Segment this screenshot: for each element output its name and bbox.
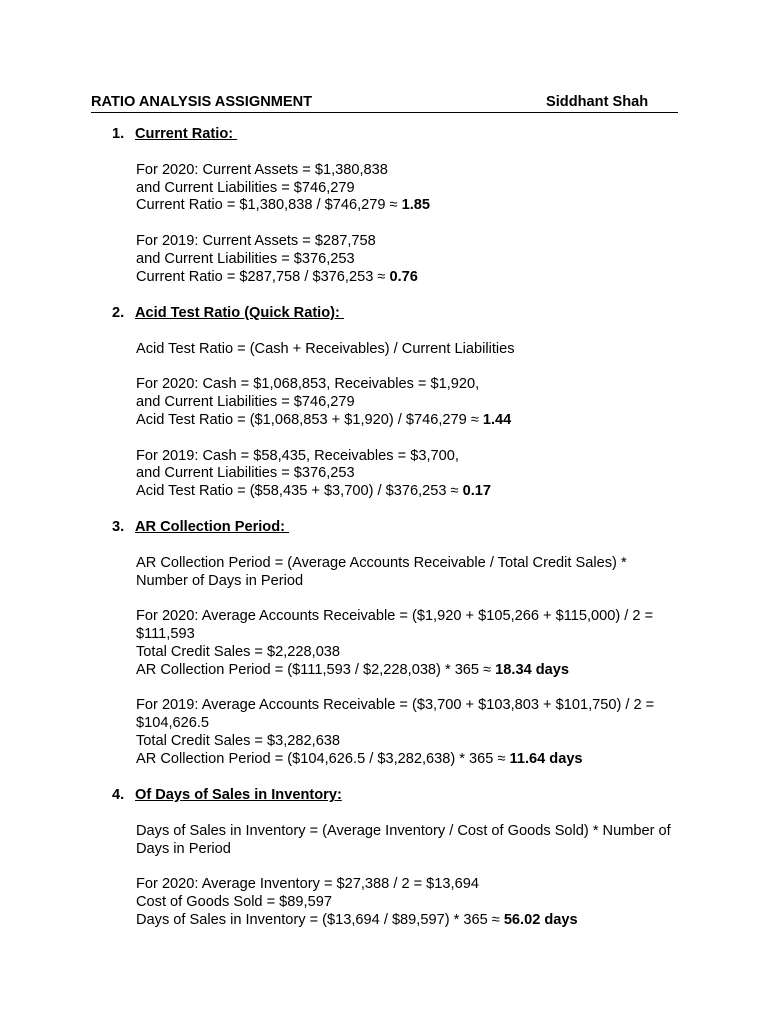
calculation-block <box>136 233 678 286</box>
calc-line: and Current Liabilities = $746,279 <box>136 179 355 196</box>
calc-expression: Current Ratio = $287,758 / $376,253 ≈ <box>136 268 390 285</box>
calc-line: For 2019: Cash = $58,435, Receivables = $3,700, <box>136 447 459 464</box>
section-title: Current Ratio: <box>135 126 238 142</box>
formula <box>136 341 678 359</box>
calculation-block <box>136 448 678 501</box>
calc-result: 18.34 days <box>495 661 570 678</box>
section-heading <box>91 305 678 323</box>
section-acid-test-ratio <box>91 305 678 501</box>
calc-result-line <box>136 751 678 769</box>
calc-result-line <box>136 483 678 501</box>
section-number: 2. <box>112 305 125 321</box>
calc-result: 56.02 days <box>503 911 578 928</box>
section-heading <box>91 787 678 805</box>
section-title: Acid Test Ratio (Quick Ratio): <box>135 305 344 321</box>
document-header <box>91 94 678 113</box>
author-name: Siddhant Shah <box>546 94 649 110</box>
formula <box>136 823 678 859</box>
calc-line: Total Credit Sales = $2,228,038 <box>136 643 341 660</box>
calc-line: and Current Liabilities = $376,253 <box>136 465 355 482</box>
formula-text: Acid Test Ratio = (Cash + Receivables) / Current Liabilities <box>136 340 515 357</box>
section-number: 1. <box>112 126 125 142</box>
formula-text: AR Collection Period = (Average Accounts Receivable / Total Credit Sales) * Number of Days in Period <box>136 554 627 589</box>
calc-expression: AR Collection Period = ($111,593 / $2,228,038) * 365 ≈ <box>136 661 496 678</box>
calc-result: 0.76 <box>389 268 418 285</box>
calc-result: 11.64 days <box>509 750 583 767</box>
calc-expression: Days of Sales in Inventory = ($13,694 / $89,597) * 365 ≈ <box>136 911 504 928</box>
section-heading <box>91 126 678 144</box>
calculation-block <box>136 608 678 679</box>
section-number: 3. <box>112 519 125 535</box>
calc-line: For 2020: Cash = $1,068,853, Receivables = $1,920, <box>136 376 480 393</box>
calc-line: For 2020: Average Accounts Receivable = ($1,920 + $105,266 + $115,000) / 2 = $111,593 <box>136 608 654 642</box>
calculation-block <box>136 376 678 429</box>
calc-line: Cost of Goods Sold = $89,597 <box>136 893 332 910</box>
section-days-sales-inventory <box>91 787 678 930</box>
calc-result-line <box>136 412 678 430</box>
calc-expression: AR Collection Period = ($104,626.5 / $3,282,638) * 365 ≈ <box>136 750 510 767</box>
calc-line: Total Credit Sales = $3,282,638 <box>136 732 341 749</box>
formula <box>136 555 678 591</box>
calculation-block <box>136 162 678 215</box>
calc-line: For 2020: Average Inventory = $27,388 / 2 = $13,694 <box>136 876 479 893</box>
calc-line: For 2019: Current Assets = $287,758 <box>136 232 376 249</box>
calc-line: and Current Liabilities = $746,279 <box>136 394 355 411</box>
section-title: AR Collection Period: <box>135 519 290 535</box>
calc-expression: Acid Test Ratio = ($58,435 + $3,700) / $376,253 ≈ <box>136 483 463 500</box>
calc-result-line <box>136 662 678 680</box>
calc-expression: Current Ratio = $1,380,838 / $746,279 ≈ <box>136 197 402 214</box>
calc-result-line <box>136 269 678 287</box>
calc-line: For 2020: Current Assets = $1,380,838 <box>136 161 388 178</box>
calculation-block <box>136 876 678 929</box>
calculation-block <box>136 697 678 768</box>
section-ar-collection-period <box>91 519 678 768</box>
section-current-ratio <box>91 126 678 286</box>
calc-result-line <box>136 912 678 930</box>
section-number: 4. <box>112 787 125 803</box>
calc-result: 1.44 <box>482 411 512 428</box>
calc-expression: Acid Test Ratio = ($1,068,853 + $1,920) / $746,279 ≈ <box>136 411 483 428</box>
document-title: RATIO ANALYSIS ASSIGNMENT <box>91 94 313 110</box>
calc-line: and Current Liabilities = $376,253 <box>136 250 355 267</box>
calc-result-line <box>136 197 678 215</box>
calc-result: 1.85 <box>401 197 431 214</box>
calc-line: For 2019: Average Accounts Receivable = ($3,700 + $103,803 + $101,750) / 2 = $104,626.5 <box>136 697 655 731</box>
formula-text: Days of Sales in Inventory = (Average Inventory / Cost of Goods Sold) * Number of Days in Period <box>136 822 671 857</box>
calc-result: 0.17 <box>462 483 491 500</box>
section-title: Of Days of Sales in Inventory: <box>135 787 342 803</box>
section-heading <box>91 519 678 537</box>
